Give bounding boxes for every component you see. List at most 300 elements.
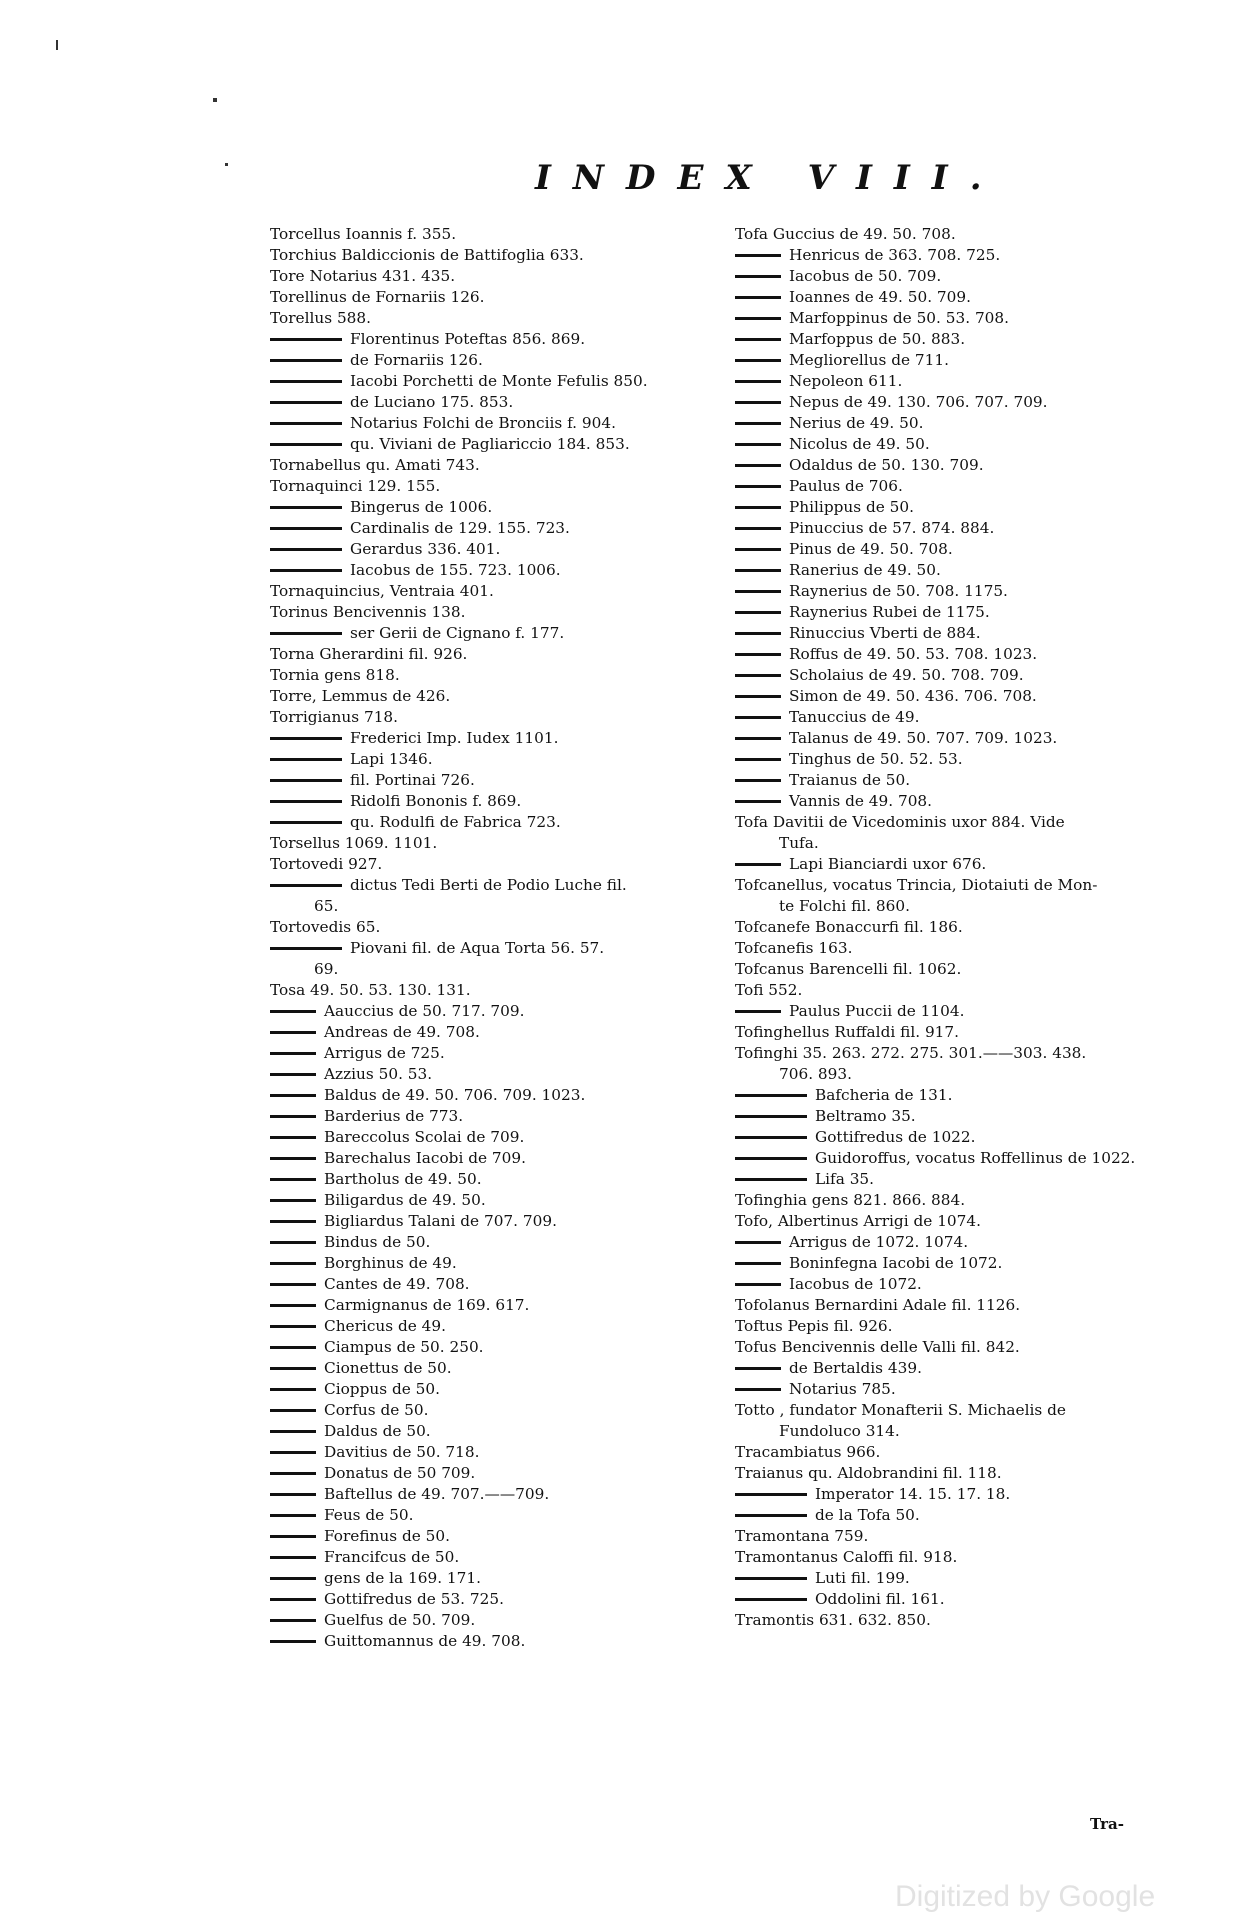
ditto-dash: [735, 800, 781, 803]
entry-text: Iacobus de 155. 723. 1006.: [350, 561, 561, 579]
entry-text: Marfoppus de 50. 883.: [789, 330, 966, 348]
entry-text: Rinuccius Vberti de 884.: [789, 624, 981, 642]
ditto-dash: [270, 1283, 316, 1286]
index-entry: Tosa 49. 50. 53. 130. 131.: [270, 981, 471, 999]
ditto-dash: [270, 569, 342, 572]
entry-text: de Bertaldis 439.: [789, 1359, 922, 1377]
ditto-dash: [270, 884, 342, 887]
ditto-dash: [735, 1493, 807, 1496]
index-subentry: [270, 392, 710, 413]
ditto-dash: [270, 1010, 316, 1013]
ditto-dash: [735, 1388, 781, 1391]
ditto-dash: [270, 1094, 316, 1097]
ditto-dash: [270, 548, 342, 551]
index-subentry: [270, 770, 710, 791]
index-subentry: [735, 1106, 1190, 1127]
entry-text: Beltramo 35.: [815, 1107, 916, 1125]
index-entry: Torinus Bencivennis 138.: [270, 603, 466, 621]
ditto-dash: [735, 1010, 781, 1013]
entry-text: Ranerius de 49. 50.: [789, 561, 941, 579]
index-subentry: [270, 539, 710, 560]
ditto-dash: [270, 1052, 316, 1055]
index-subentry: [270, 1526, 710, 1547]
ditto-dash: [270, 1430, 316, 1433]
ditto-dash: [270, 1514, 316, 1517]
ditto-dash: [270, 338, 342, 341]
entry-text: Bigliardus Talani de 707. 709.: [324, 1212, 557, 1230]
ditto-dash: [270, 1304, 316, 1307]
entry-text: Megliorellus de 711.: [789, 351, 949, 369]
entry-text: Bareccolus Scolai de 709.: [324, 1128, 525, 1146]
index-subentry: [735, 476, 1190, 497]
index-subentry: [270, 1589, 710, 1610]
ditto-dash: [735, 653, 781, 656]
ditto-dash: [270, 821, 342, 824]
entry-text: Cionettus de 50.: [324, 1359, 452, 1377]
index-entry: Torchius Baldiccionis de Battifoglia 633.: [270, 246, 584, 264]
index-subentry: [270, 1274, 710, 1295]
entry-text: Simon de 49. 50. 436. 706. 708.: [789, 687, 1037, 705]
index-subentry: [735, 1148, 1190, 1169]
index-subentry: [735, 854, 1190, 875]
index-subentry: [735, 1589, 1190, 1610]
ditto-dash: [270, 1115, 316, 1118]
ditto-dash: [735, 716, 781, 719]
index-subentry: [270, 329, 710, 350]
index-subentry: [270, 413, 710, 434]
index-entry: Tortovedis 65.: [270, 918, 381, 936]
index-subentry: [270, 1001, 710, 1022]
ditto-dash: [270, 1556, 316, 1559]
index-entry: Tornia gens 818.: [270, 666, 400, 684]
index-subentry: [735, 1127, 1190, 1148]
index-entry-continuation: 706. 893.: [779, 1065, 852, 1083]
entry-text: Notarius Folchi de Bronciis f. 904.: [350, 414, 616, 432]
index-subentry: [735, 308, 1190, 329]
scan-speck: [225, 163, 228, 166]
index-subentry: [735, 455, 1190, 476]
index-entry: Tornaquincius, Ventraia 401.: [270, 582, 494, 600]
ditto-dash: [270, 1388, 316, 1391]
ditto-dash: [735, 485, 781, 488]
entry-text: Baftellus de 49. 707.——709.: [324, 1485, 550, 1503]
entry-text: Lifa 35.: [815, 1170, 875, 1188]
index-entry: Tortovedi 927.: [270, 855, 383, 873]
index-subentry: [270, 1379, 710, 1400]
ditto-dash: [270, 1073, 316, 1076]
ditto-dash: [735, 569, 781, 572]
entry-text: Raynerius Rubei de 1175.: [789, 603, 990, 621]
index-entry: Tofcanus Barencelli fil. 1062.: [735, 960, 962, 978]
index-subentry: [270, 1316, 710, 1337]
index-subentry: [735, 497, 1190, 518]
entry-text: Traianus de 50.: [789, 771, 911, 789]
entry-text: Biligardus de 49. 50.: [324, 1191, 486, 1209]
ditto-dash: [270, 737, 342, 740]
ditto-dash: [735, 464, 781, 467]
ditto-dash: [270, 1535, 316, 1538]
index-entry: Tofo, Albertinus Arrigi de 1074.: [735, 1212, 981, 1230]
index-subentry: [270, 1442, 710, 1463]
index-subentry: [735, 392, 1190, 413]
index-subentry: [270, 350, 710, 371]
index-subentry: [735, 1253, 1190, 1274]
ditto-dash: [270, 1451, 316, 1454]
index-subentry: [270, 1148, 710, 1169]
ditto-dash: [735, 590, 781, 593]
ditto-dash: [735, 1178, 807, 1181]
index-entry: Tramontanus Caloffi fil. 918.: [735, 1548, 958, 1566]
index-column-right: [735, 224, 1190, 1631]
ditto-dash: [735, 1115, 807, 1118]
entry-text: Cioppus de 50.: [324, 1380, 440, 1398]
index-subentry: [270, 1484, 710, 1505]
ditto-dash: [735, 1367, 781, 1370]
index-subentry: [270, 1358, 710, 1379]
ditto-dash: [735, 779, 781, 782]
ditto-dash: [270, 1409, 316, 1412]
entry-text: Borghinus de 49.: [324, 1254, 457, 1272]
entry-text: Piovani fil. de Aqua Torta 56. 57.: [350, 939, 605, 957]
ditto-dash: [735, 1283, 781, 1286]
ditto-dash: [735, 1157, 807, 1160]
ditto-dash: [735, 506, 781, 509]
ditto-dash: [735, 401, 781, 404]
index-subentry: [735, 539, 1190, 560]
index-entry: Tofinghia gens 821. 866. 884.: [735, 1191, 966, 1209]
entry-text: de la Tofa 50.: [815, 1506, 920, 1524]
entry-text: qu. Viviani de Pagliariccio 184. 853.: [350, 435, 630, 453]
ditto-dash: [735, 1136, 807, 1139]
entry-text: fil. Portinai 726.: [350, 771, 475, 789]
index-subentry: [735, 1379, 1190, 1400]
entry-text: Vannis de 49. 708.: [789, 792, 933, 810]
index-subentry: [735, 434, 1190, 455]
ditto-dash: [270, 443, 342, 446]
ditto-dash: [270, 758, 342, 761]
index-entry: Torre, Lemmus de 426.: [270, 687, 451, 705]
entry-text: Baldus de 49. 50. 706. 709. 1023.: [324, 1086, 586, 1104]
ditto-dash: [735, 758, 781, 761]
index-subentry: [735, 707, 1190, 728]
entry-text: ser Gerii de Cignano f. 177.: [350, 624, 565, 642]
ditto-dash: [270, 1367, 316, 1370]
ditto-dash: [735, 695, 781, 698]
entry-text: Arrigus de 725.: [324, 1044, 445, 1062]
index-subentry: [735, 1085, 1190, 1106]
ditto-dash: [735, 1577, 807, 1580]
ditto-dash: [735, 1241, 781, 1244]
index-subentry: [735, 770, 1190, 791]
ditto-dash: [270, 1241, 316, 1244]
index-subentry: [735, 791, 1190, 812]
entry-text: Arrigus de 1072. 1074.: [789, 1233, 969, 1251]
index-column-left: [270, 224, 710, 1652]
ditto-dash: [735, 1094, 807, 1097]
index-entry-continuation: Tufa.: [779, 834, 819, 852]
entry-text: Cardinalis de 129. 155. 723.: [350, 519, 570, 537]
index-subentry: [735, 1169, 1190, 1190]
ditto-dash: [270, 947, 342, 950]
index-subentry: [270, 1190, 710, 1211]
ditto-dash: [270, 1346, 316, 1349]
watermark: Digitized by Google: [895, 1880, 1156, 1913]
ditto-dash: [735, 380, 781, 383]
index-subentry: [735, 1274, 1190, 1295]
index-subentry: [735, 728, 1190, 749]
ditto-dash: [270, 1220, 316, 1223]
index-entry: Torellus 588.: [270, 309, 371, 327]
index-subentry: [735, 623, 1190, 644]
index-entry-continuation: 69.: [314, 960, 339, 978]
index-subentry: [270, 497, 710, 518]
index-subentry: [735, 1568, 1190, 1589]
ditto-dash: [270, 1262, 316, 1265]
index-subentry: [270, 623, 710, 644]
ditto-dash: [270, 1640, 316, 1643]
entry-text: de Fornariis 126.: [350, 351, 483, 369]
index-entry: Tofcanefis 163.: [735, 939, 853, 957]
ditto-dash: [270, 359, 342, 362]
entry-text: Lapi 1346.: [350, 750, 433, 768]
index-subentry: [270, 938, 710, 959]
index-subentry: [270, 1064, 710, 1085]
entry-text: Guelfus de 50. 709.: [324, 1611, 476, 1629]
entry-text: Bindus de 50.: [324, 1233, 431, 1251]
entry-text: Nepoleon 611.: [789, 372, 903, 390]
entry-text: Pinuccius de 57. 874. 884.: [789, 519, 995, 537]
entry-text: Guidoroffus, vocatus Roffellinus de 1022.: [815, 1149, 1136, 1167]
entry-text: Chericus de 49.: [324, 1317, 446, 1335]
ditto-dash: [735, 1514, 807, 1517]
index-subentry: [270, 1463, 710, 1484]
ditto-dash: [270, 1157, 316, 1160]
entry-text: Roffus de 49. 50. 53. 708. 1023.: [789, 645, 1038, 663]
entry-text: Donatus de 50 709.: [324, 1464, 476, 1482]
index-subentry: [270, 518, 710, 539]
entry-text: Iacobi Porchetti de Monte Fefulis 850.: [350, 372, 648, 390]
index-subentry: [735, 1001, 1190, 1022]
entry-text: Frederici Imp. Iudex 1101.: [350, 729, 559, 747]
ditto-dash: [735, 863, 781, 866]
entry-text: Tanuccius de 49.: [789, 708, 920, 726]
ditto-dash: [270, 1598, 316, 1601]
entry-text: Barechalus Iacobi de 709.: [324, 1149, 526, 1167]
index-subentry: [270, 791, 710, 812]
index-subentry: [270, 1610, 710, 1631]
ditto-dash: [270, 1178, 316, 1181]
index-subentry: [270, 560, 710, 581]
ditto-dash: [735, 254, 781, 257]
index-subentry: [735, 350, 1190, 371]
index-entry-continuation: Fundoluco 314.: [779, 1422, 900, 1440]
ditto-dash: [270, 1619, 316, 1622]
entry-text: gens de la 169. 171.: [324, 1569, 481, 1587]
index-entry: Tracambiatus 966.: [735, 1443, 881, 1461]
index-subentry: [270, 1022, 710, 1043]
ditto-dash: [735, 317, 781, 320]
entry-text: Nicolus de 49. 50.: [789, 435, 930, 453]
entry-text: Barderius de 773.: [324, 1107, 464, 1125]
index-subentry: [270, 1568, 710, 1589]
entry-text: Azzius 50. 53.: [324, 1065, 433, 1083]
ditto-dash: [270, 1493, 316, 1496]
index-entry: Tofolanus Bernardini Adale fil. 1126.: [735, 1296, 1021, 1314]
index-entry: Torsellus 1069. 1101.: [270, 834, 438, 852]
index-subentry: [270, 1337, 710, 1358]
index-subentry: [735, 1505, 1190, 1526]
index-subentry: [270, 749, 710, 770]
ditto-dash: [735, 422, 781, 425]
ditto-dash: [735, 737, 781, 740]
index-subentry: [735, 560, 1190, 581]
page-title: INDEX VIII.: [535, 158, 1004, 198]
ditto-dash: [270, 1577, 316, 1580]
ditto-dash: [735, 674, 781, 677]
entry-text: Nerius de 49. 50.: [789, 414, 924, 432]
index-entry: Tofcanefe Bonaccurfi fil. 186.: [735, 918, 963, 936]
ditto-dash: [270, 422, 342, 425]
entry-text: Oddolini fil. 161.: [815, 1590, 945, 1608]
index-entry: Traianus qu. Aldobrandini fil. 118.: [735, 1464, 1002, 1482]
index-subentry: [270, 1631, 710, 1652]
ditto-dash: [270, 1031, 316, 1034]
entry-text: Paulus de 706.: [789, 477, 903, 495]
index-entry: Tornabellus qu. Amati 743.: [270, 456, 480, 474]
index-subentry: [270, 434, 710, 455]
entry-text: de Luciano 175. 853.: [350, 393, 514, 411]
index-subentry: [735, 581, 1190, 602]
index-subentry: [735, 686, 1190, 707]
index-subentry: [270, 728, 710, 749]
ditto-dash: [735, 275, 781, 278]
ditto-dash: [270, 1136, 316, 1139]
index-entry: Torcellus Ioannis f. 355.: [270, 225, 457, 243]
entry-text: Philippus de 50.: [789, 498, 915, 516]
entry-text: Notarius 785.: [789, 1380, 896, 1398]
entry-text: Aauccius de 50. 717. 709.: [324, 1002, 525, 1020]
ditto-dash: [270, 1325, 316, 1328]
index-subentry: [270, 1127, 710, 1148]
entry-text: Marfoppinus de 50. 53. 708.: [789, 309, 1010, 327]
ditto-dash: [735, 443, 781, 446]
index-subentry: [735, 287, 1190, 308]
entry-text: Talanus de 49. 50. 707. 709. 1023.: [789, 729, 1058, 747]
index-entry: Torna Gherardini fil. 926.: [270, 645, 468, 663]
entry-text: Daldus de 50.: [324, 1422, 431, 1440]
index-subentry: [270, 1211, 710, 1232]
index-entry: Tornaquinci 129. 155.: [270, 477, 441, 495]
ditto-dash: [735, 1598, 807, 1601]
entry-text: Gottifredus de 1022.: [815, 1128, 976, 1146]
index-subentry: [270, 1169, 710, 1190]
entry-text: Imperator 14. 15. 17. 18.: [815, 1485, 1011, 1503]
ditto-dash: [270, 800, 342, 803]
index-subentry: [735, 518, 1190, 539]
ditto-dash: [270, 779, 342, 782]
index-subentry: [735, 245, 1190, 266]
index-subentry: [270, 1043, 710, 1064]
index-subentry: [735, 749, 1190, 770]
index-entry: Tramontana 759.: [735, 1527, 869, 1545]
index-subentry: [270, 875, 710, 896]
entry-text: Davitius de 50. 718.: [324, 1443, 480, 1461]
entry-text: Iacobus de 50. 709.: [789, 267, 942, 285]
index-subentry: [270, 1295, 710, 1316]
index-entry: Torrigianus 718.: [270, 708, 399, 726]
index-entry: Tofus Bencivennis delle Valli fil. 842.: [735, 1338, 1020, 1356]
entry-text: Odaldus de 50. 130. 709.: [789, 456, 984, 474]
ditto-dash: [735, 548, 781, 551]
ditto-dash: [270, 632, 342, 635]
entry-text: Feus de 50.: [324, 1506, 414, 1524]
ditto-dash: [270, 401, 342, 404]
entry-text: Tinghus de 50. 52. 53.: [789, 750, 963, 768]
entry-text: Gottifredus de 53. 725.: [324, 1590, 504, 1608]
entry-text: qu. Rodulfi de Fabrica 723.: [350, 813, 561, 831]
entry-text: Bingerus de 1006.: [350, 498, 493, 516]
ditto-dash: [735, 296, 781, 299]
entry-text: Pinus de 49. 50. 708.: [789, 540, 953, 558]
index-entry: Toftus Pepis fil. 926.: [735, 1317, 893, 1335]
index-subentry: [735, 602, 1190, 623]
index-subentry: [270, 1505, 710, 1526]
index-subentry: [735, 1358, 1190, 1379]
entry-text: Bartholus de 49. 50.: [324, 1170, 482, 1188]
entry-text: Bafcheria de 131.: [815, 1086, 953, 1104]
entry-text: Scholaius de 49. 50. 708. 709.: [789, 666, 1024, 684]
index-subentry: [270, 1253, 710, 1274]
entry-text: Forefinus de 50.: [324, 1527, 451, 1545]
entry-text: Florentinus Poteftas 856. 869.: [350, 330, 586, 348]
entry-text: Ioannes de 49. 50. 709.: [789, 288, 971, 306]
ditto-dash: [270, 506, 342, 509]
index-subentry: [735, 329, 1190, 350]
index-entry: Tofa Guccius de 49. 50. 708.: [735, 225, 956, 243]
ditto-dash: [735, 527, 781, 530]
entry-text: Andreas de 49. 708.: [324, 1023, 480, 1041]
entry-text: Iacobus de 1072.: [789, 1275, 922, 1293]
entry-text: Guittomannus de 49. 708.: [324, 1632, 526, 1650]
catchword: Tra-: [1090, 1815, 1124, 1833]
entry-text: Ridolfi Bononis f. 869.: [350, 792, 522, 810]
index-subentry: [270, 371, 710, 392]
entry-text: Boninfegna Iacobi de 1072.: [789, 1254, 1003, 1272]
ditto-dash: [270, 1199, 316, 1202]
index-subentry: [735, 371, 1190, 392]
entry-text: Lapi Bianciardi uxor 676.: [789, 855, 987, 873]
ditto-dash: [735, 611, 781, 614]
index-subentry: [270, 1106, 710, 1127]
entry-text: Henricus de 363. 708. 725.: [789, 246, 1001, 264]
ditto-dash: [270, 1472, 316, 1475]
index-subentry: [270, 812, 710, 833]
entry-text: Ciampus de 50. 250.: [324, 1338, 484, 1356]
index-entry-continuation: te Folchi fil. 860.: [779, 897, 910, 915]
index-subentry: [270, 1547, 710, 1568]
entry-text: Gerardus 336. 401.: [350, 540, 501, 558]
scan-speck: [213, 98, 217, 102]
index-entry: Tofcanellus, vocatus Trincia, Diotaiuti de Mon-: [735, 876, 1098, 894]
index-entry: Tofinghellus Ruffaldi fil. 917.: [735, 1023, 960, 1041]
scan-speck: [56, 40, 58, 50]
index-subentry: [735, 665, 1190, 686]
index-entry: Tofa Davitii de Vicedominis uxor 884. Vide: [735, 813, 1065, 831]
entry-text: Nepus de 49. 130. 706. 707. 709.: [789, 393, 1048, 411]
index-subentry: [270, 1400, 710, 1421]
ditto-dash: [270, 380, 342, 383]
entry-text: dictus Tedi Berti de Podio Luche fil.: [350, 876, 627, 894]
